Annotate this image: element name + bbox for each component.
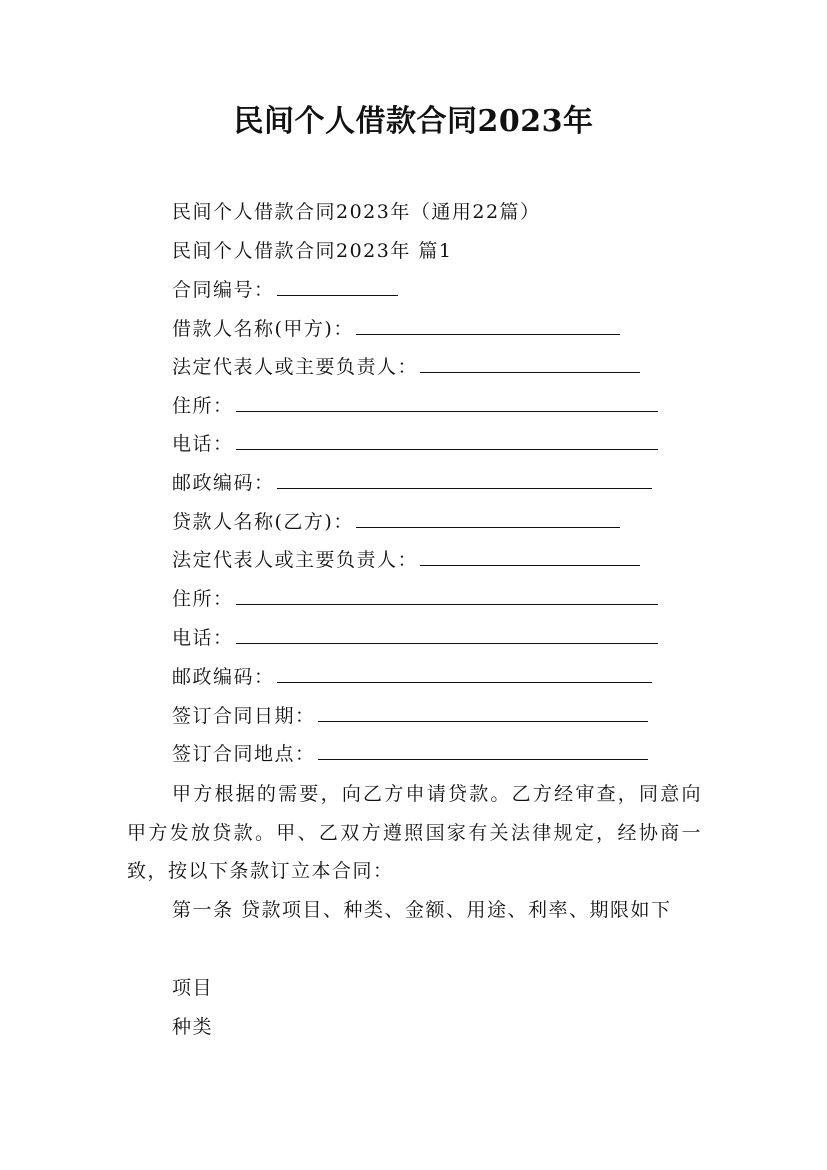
- lender-address-field: [172, 587, 658, 611]
- article-one-paragraph: 第一条 贷款项目、种类、金额、用途、利率、期限如下: [172, 899, 672, 921]
- section-heading: 民间个人借款合同2023年 篇1: [172, 240, 453, 262]
- contract-number-blank: [277, 278, 398, 296]
- item-project: 项目: [172, 977, 214, 999]
- borrower-name-label: 借款人名称(甲方)：: [172, 318, 354, 340]
- lender-phone-label: 电话：: [172, 627, 234, 649]
- lender-address-blank: [236, 587, 658, 605]
- lender-phone-blank: [236, 626, 658, 644]
- item-type: 种类: [172, 1016, 214, 1038]
- borrower-phone-field: [172, 432, 658, 456]
- lender-phone-field: [172, 626, 658, 650]
- borrower-name-blank: [356, 317, 620, 335]
- lender-rep-label: 法定代表人或主要负责人：: [172, 549, 419, 571]
- contract-number-label: 合同编号：: [172, 279, 275, 301]
- borrower-rep-label: 法定代表人或主要负责人：: [172, 356, 419, 378]
- sign-place-field: [172, 742, 648, 766]
- borrower-phone-blank: [236, 432, 658, 450]
- document-title: 民间个人借款合同2023年: [233, 104, 594, 139]
- sign-date-field: [172, 704, 648, 728]
- borrower-name-field: [172, 317, 620, 341]
- document-subtitle: 民间个人借款合同2023年（通用22篇）: [172, 201, 541, 223]
- borrower-rep-blank: [420, 355, 640, 373]
- lender-name-label: 贷款人名称(乙方)：: [172, 511, 354, 533]
- intro-paragraph: 甲方根据的需要，向乙方申请贷款。乙方经审查，同意向甲方发放贷款。甲、乙双方遵照国家有关法律规定，经协商一致，按以下条款订立本合同：: [127, 783, 702, 882]
- borrower-postcode-blank: [277, 471, 652, 489]
- lender-postcode-label: 邮政编码：: [172, 666, 275, 688]
- borrower-address-blank: [236, 394, 658, 412]
- lender-name-field: [172, 510, 620, 534]
- sign-date-blank: [318, 704, 648, 722]
- lender-rep-blank: [420, 548, 640, 566]
- lender-name-blank: [356, 510, 620, 528]
- contract-number-field: [172, 278, 398, 302]
- lender-postcode-blank: [277, 665, 652, 683]
- borrower-rep-field: [172, 355, 640, 379]
- lender-rep-field: [172, 548, 640, 572]
- sign-date-label: 签订合同日期：: [172, 705, 316, 727]
- borrower-address-label: 住所：: [172, 395, 234, 417]
- borrower-postcode-field: [172, 471, 652, 495]
- borrower-address-field: [172, 394, 658, 418]
- sign-place-blank: [318, 742, 648, 760]
- lender-postcode-field: [172, 665, 652, 689]
- borrower-postcode-label: 邮政编码：: [172, 472, 275, 494]
- lender-address-label: 住所：: [172, 588, 234, 610]
- borrower-phone-label: 电话：: [172, 433, 234, 455]
- sign-place-label: 签订合同地点：: [172, 743, 316, 765]
